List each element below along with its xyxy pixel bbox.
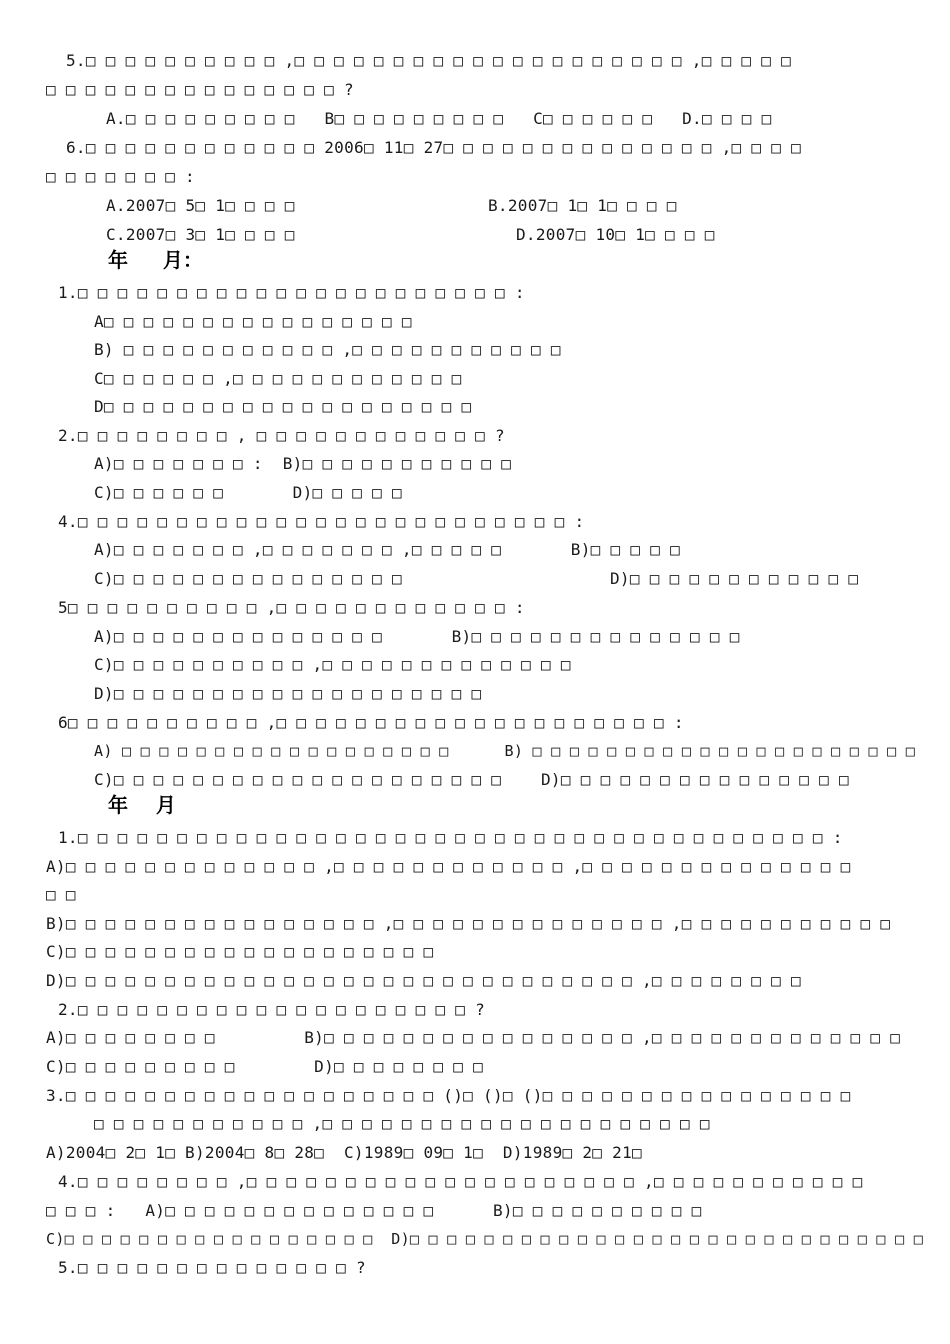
section3-question-3-line-2: □ □ □ □ □ □ □ □ □ □ □ ,□ □ □ □ □ □ □ □ □ □ □ □ □ □ □ □ □ □ □ □ [94,1114,710,1133]
section3-question-2: 2.□ □ □ □ □ □ □ □ □ □ □ □ □ □ □ □ □ □ □ □ ? [58,1000,486,1019]
section2-question-5-options-ab: A)□ □ □ □ □ □ □ □ □ □ □ □ □ □ B)□ □ □ □ □ □ □ □ □ □ □ □ □ □ [94,627,740,646]
section2-question-1-option-c: C□ □ □ □ □ □ ,□ □ □ □ □ □ □ □ □ □ □ □ [94,369,462,388]
section3-question-1-option-c: C)□ □ □ □ □ □ □ □ □ □ □ □ □ □ □ □ □ □ □ [46,942,434,961]
section2-question-1-option-a: A□ □ □ □ □ □ □ □ □ □ □ □ □ □ □ □ [94,312,412,331]
section2-question-2: 2.□ □ □ □ □ □ □ □ , □ □ □ □ □ □ □ □ □ □ □ □ ? [58,426,505,445]
question-6-option-d: D.2007□ 10□ 1□ □ □ □ [516,225,715,244]
section2-question-5: 5□ □ □ □ □ □ □ □ □ □ ,□ □ □ □ □ □ □ □ □ □ □ □ : [58,598,525,617]
section3-question-1-option-d: D)□ □ □ □ □ □ □ □ □ □ □ □ □ □ □ □ □ □ □ □ □ □ □ □ □ □ □ □ □ ,□ □ □ □ □ □ □ □ [46,971,801,990]
section2-question-6-options-cd: C)□ □ □ □ □ □ □ □ □ □ □ □ □ □ □ □ □ □ □ □ D)□ □ □ □ □ □ □ □ □ □ □ □ □ □ □ [94,770,849,789]
question-6-line-1: 6.□ □ □ □ □ □ □ □ □ □ □ □ 2006□ 11□ 27□ □ □ □ □ □ □ □ □ □ □ □ □ □ ,□ □ □ □ [66,138,802,157]
section3-question-1-option-a-line-2: □ □ [46,885,76,904]
section2-question-4-option-c: C)□ □ □ □ □ □ □ □ □ □ □ □ □ □ □ [94,569,402,588]
section2-question-2-options-cd: C)□ □ □ □ □ □ D)□ □ □ □ □ [94,483,402,502]
section2-question-1-option-b: B) □ □ □ □ □ □ □ □ □ □ □ ,□ □ □ □ □ □ □ □ □ □ □ [94,340,561,359]
section3-question-4-line-1: 4.□ □ □ □ □ □ □ □ ,□ □ □ □ □ □ □ □ □ □ □ □ □ □ □ □ □ □ □ □ ,□ □ □ □ □ □ □ □ □ □ □ [58,1172,863,1191]
section3-question-3-line-1: 3.□ □ □ □ □ □ □ □ □ □ □ □ □ □ □ □ □ □ □ ()□ ()□ ()□ □ □ □ □ □ □ □ □ □ □ □ □ □ □ □ [46,1086,851,1105]
question-5-options: A.□ □ □ □ □ □ □ □ □ B□ □ □ □ □ □ □ □ □ C□ □ □ □ □ □ D.□ □ □ □ [106,109,772,128]
section2-question-2-options-ab: A)□ □ □ □ □ □ □ : B)□ □ □ □ □ □ □ □ □ □ □ [94,454,512,473]
section-heading-2: 年 月： [108,248,203,272]
section2-question-5-option-d: D)□ □ □ □ □ □ □ □ □ □ □ □ □ □ □ □ □ □ □ [94,684,482,703]
question-6-option-b: B.2007□ 1□ 1□ □ □ □ [488,196,677,215]
section3-question-4-line-2: □ □ □ : A)□ □ □ □ □ □ □ □ □ □ □ □ □ □ B)□ □ □ □ □ □ □ □ □ □ [46,1201,702,1220]
question-6-option-a: A.2007□ 5□ 1□ □ □ □ [106,196,295,215]
section2-question-1-option-d: D□ □ □ □ □ □ □ □ □ □ □ □ □ □ □ □ □ □ □ [94,397,472,416]
section2-question-4-option-d: D)□ □ □ □ □ □ □ □ □ □ □ □ [610,569,859,588]
section2-question-4-options-ab: A)□ □ □ □ □ □ □ ,□ □ □ □ □ □ □ ,□ □ □ □ □ B)□ □ □ □ □ [94,540,681,559]
question-6-line-2: □ □ □ □ □ □ □ : [46,167,195,186]
section2-question-4: 4.□ □ □ □ □ □ □ □ □ □ □ □ □ □ □ □ □ □ □ □ □ □ □ □ □ : [58,512,585,531]
question-5-line-1: 5.□ □ □ □ □ □ □ □ □ □ ,□ □ □ □ □ □ □ □ □ □ □ □ □ □ □ □ □ □ □ □ ,□ □ □ □ □ [66,51,792,70]
section3-question-2-options-cd: C)□ □ □ □ □ □ □ □ □ D)□ □ □ □ □ □ □ □ [46,1057,484,1076]
section3-question-3-options: A)2004□ 2□ 1□ B)2004□ 8□ 28□ C)1989□ 09□ 1□ D)1989□ 2□ 21□ [46,1143,642,1162]
section3-question-5: 5.□ □ □ □ □ □ □ □ □ □ □ □ □ □ ? [58,1258,366,1277]
question-5-line-2: □ □ □ □ □ □ □ □ □ □ □ □ □ □ □ ? [46,80,354,99]
section3-question-4-line-3: C)□ □ □ □ □ □ □ □ □ □ □ □ □ □ □ □ □ D)□ □ □ □ □ □ □ □ □ □ □ □ □ □ □ □ □ □ □ □ □ □ □ □ □ □ □ □ [46,1230,924,1248]
section2-question-5-option-c: C)□ □ □ □ □ □ □ □ □ □ ,□ □ □ □ □ □ □ □ □ □ □ □ □ [94,655,571,674]
section2-question-6-options-ab: A) □ □ □ □ □ □ □ □ □ □ □ □ □ □ □ □ □ □ B) □ □ □ □ □ □ □ □ □ □ □ □ □ □ □ □ □ □ □ □ □ [94,742,916,760]
section-heading-3: 年 月 [108,793,176,817]
section2-question-1: 1.□ □ □ □ □ □ □ □ □ □ □ □ □ □ □ □ □ □ □ □ □ □ : [58,283,525,302]
question-6-option-c: C.2007□ 3□ 1□ □ □ □ [106,225,295,244]
section3-question-1-option-b: B)□ □ □ □ □ □ □ □ □ □ □ □ □ □ □ □ ,□ □ □ □ □ □ □ □ □ □ □ □ □ □ ,□ □ □ □ □ □ □ □ □ □ □ [46,914,891,933]
section2-question-6: 6□ □ □ □ □ □ □ □ □ □ ,□ □ □ □ □ □ □ □ □ □ □ □ □ □ □ □ □ □ □ □ : [58,713,684,732]
section3-question-1: 1.□ □ □ □ □ □ □ □ □ □ □ □ □ □ □ □ □ □ □ □ □ □ □ □ □ □ □ □ □ □ □ □ □ □ □ □ □ □ : [58,828,843,847]
section3-question-1-option-a-line-1: A)□ □ □ □ □ □ □ □ □ □ □ □ □ ,□ □ □ □ □ □ □ □ □ □ □ □ ,□ □ □ □ □ □ □ □ □ □ □ □ □ □ [46,857,851,876]
section3-question-2-options-ab: A)□ □ □ □ □ □ □ □ B)□ □ □ □ □ □ □ □ □ □ □ □ □ □ □ □ ,□ □ □ □ □ □ □ □ □ □ □ □ □ [46,1028,901,1047]
